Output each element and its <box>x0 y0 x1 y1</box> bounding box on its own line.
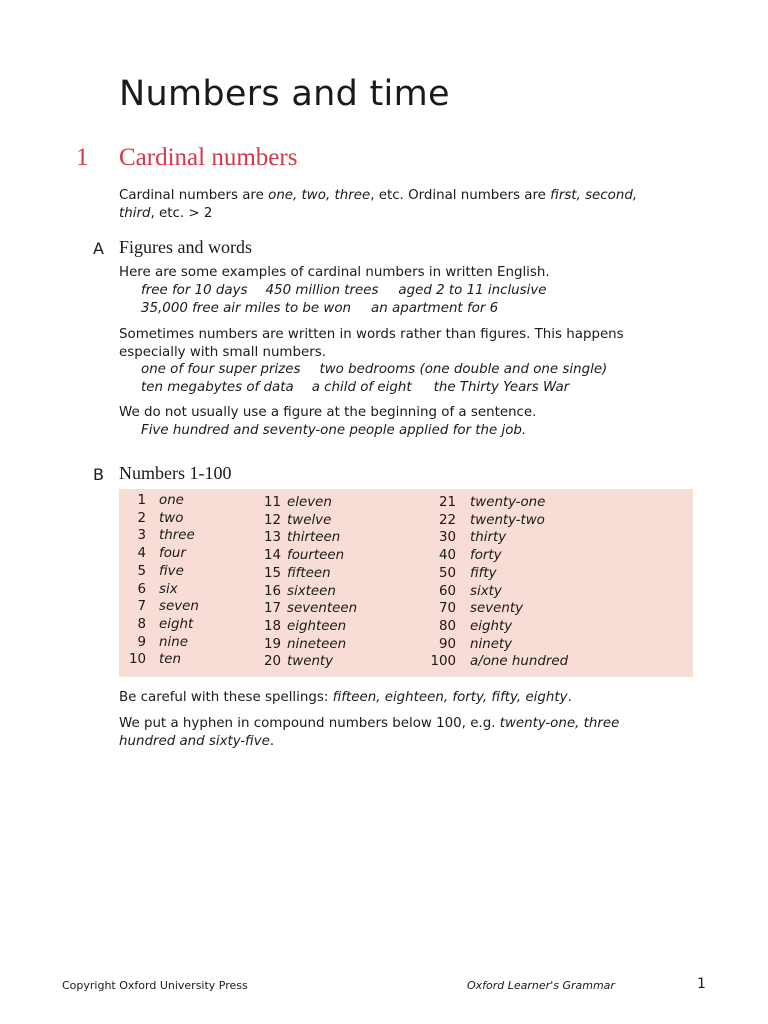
example-item: two bedrooms (one double and one single) <box>319 362 608 377</box>
section-title: Cardinal numbers <box>119 144 298 171</box>
table-word: eighteen <box>287 618 347 634</box>
table-word: twelve <box>287 512 332 528</box>
table-word: six <box>159 581 178 597</box>
section-number: 1 <box>76 144 89 171</box>
example-item: aged 2 to 11 inclusive <box>398 283 547 298</box>
table-word: fourteen <box>287 548 345 564</box>
table-word: ninety <box>470 636 513 652</box>
table-word: seventeen <box>287 601 358 617</box>
table-word: ten <box>159 652 181 668</box>
table-word: nineteen <box>287 636 347 652</box>
table-number: 21 <box>438 495 456 510</box>
footer-book-title: Oxford Learner's Grammar <box>467 979 615 992</box>
example-item: one of four super prizes <box>141 362 301 377</box>
table-number: 17 <box>263 601 281 617</box>
table-number: 13 <box>263 530 281 546</box>
table-number: 7 <box>137 599 146 615</box>
table-word: twenty <box>287 654 334 670</box>
subsection-b-letter: B <box>93 465 104 484</box>
example-item: free for 10 days <box>141 283 248 298</box>
example-line-1 <box>141 282 547 300</box>
page-title: Numbers and time <box>119 74 450 114</box>
table-word: twenty-two <box>470 512 545 528</box>
example-item: a child of eight <box>311 380 412 395</box>
intro-italic-3: third <box>119 205 151 221</box>
table-number: 30 <box>438 530 456 546</box>
table-number: 10 <box>128 652 146 668</box>
table-number: 80 <box>438 618 456 634</box>
table-word: fifteen <box>287 565 331 581</box>
table-number: 9 <box>137 634 146 650</box>
table-word: sixty <box>470 583 502 599</box>
intro-text-2: , etc. Ordinal numbers are <box>370 188 551 203</box>
spelling-note-end: . <box>567 690 572 705</box>
example-line-4 <box>141 379 569 397</box>
paragraph-a1: Here are some examples of cardinal numbers in written English. <box>119 265 550 280</box>
hyphen-note-italic-2: hundred and sixty-five <box>119 733 270 749</box>
example-item: an apartment for 6 <box>371 301 499 316</box>
table-number: 60 <box>438 583 456 599</box>
table-number: 1 <box>137 493 146 508</box>
example-item: 35,000 free air miles to be won <box>141 301 352 316</box>
numbers-table <box>119 489 693 677</box>
table-word: eight <box>159 616 194 632</box>
hyphen-note <box>119 715 699 750</box>
table-word: thirteen <box>287 530 341 546</box>
table-number: 16 <box>263 583 281 599</box>
table-number: 5 <box>137 563 146 579</box>
hyphen-note-text: We put a hyphen in compound numbers below 100, e.g. <box>119 716 500 731</box>
paragraph-a2-line-2: especially with small numbers. <box>119 344 326 360</box>
intro-italic-1: one, two, three <box>268 188 371 203</box>
table-word: two <box>159 510 184 526</box>
table-word: fifty <box>470 565 497 581</box>
example-line-5: Five hundred and seventy-one people applied for the job. <box>141 423 527 438</box>
table-number: 18 <box>263 618 281 634</box>
intro-italic-2: first, second, <box>550 188 638 203</box>
table-word: seven <box>159 599 199 615</box>
table-word: eleven <box>287 495 332 510</box>
footer-copyright: Copyright Oxford University Press <box>62 979 248 992</box>
table-number: 22 <box>438 512 456 528</box>
example-item: 450 million trees <box>265 283 379 298</box>
table-number: 90 <box>438 636 456 652</box>
spelling-note <box>119 689 699 707</box>
table-word: twenty-one <box>470 495 546 510</box>
intro-text-3: , etc. > 2 <box>150 205 213 221</box>
subsection-a-title: Figures and words <box>119 237 252 257</box>
table-word: a/one hundred <box>470 654 569 670</box>
hyphen-note-italic-1: twenty-one, three <box>499 716 620 731</box>
hyphen-note-end: . <box>269 733 275 749</box>
paragraph-a2 <box>119 326 699 361</box>
spelling-note-text: Be careful with these spellings: <box>119 690 333 705</box>
table-number: 100 <box>430 654 456 670</box>
spelling-note-italic: fifteen, eighteen, forty, fifty, eighty <box>332 690 568 705</box>
table-number: 40 <box>438 548 456 564</box>
table-number: 20 <box>263 654 281 670</box>
table-word: seventy <box>470 601 524 617</box>
table-number: 11 <box>263 495 281 510</box>
table-number: 3 <box>137 528 146 544</box>
table-word: one <box>159 493 184 508</box>
paragraph-a2-line-1: Sometimes numbers are written in words rather than figures. This happens <box>119 327 624 342</box>
table-number: 2 <box>137 510 146 526</box>
table-word: four <box>159 546 186 562</box>
table-number: 6 <box>137 581 146 597</box>
table-word: three <box>159 528 195 544</box>
table-word: thirty <box>470 530 507 546</box>
example-item: the Thirty Years War <box>433 380 570 395</box>
table-word: forty <box>470 548 502 564</box>
table-number: 8 <box>137 616 146 632</box>
table-number: 14 <box>263 548 281 564</box>
table-number: 15 <box>263 565 281 581</box>
table-word: sixteen <box>287 583 336 599</box>
page-number: 1 <box>697 976 706 992</box>
intro-paragraph <box>119 187 699 222</box>
table-number: 4 <box>137 546 146 562</box>
paragraph-a3: We do not usually use a figure at the beginning of a sentence. <box>119 405 537 420</box>
table-word: eighty <box>470 618 513 634</box>
subsection-a-letter: A <box>93 239 104 258</box>
table-number: 70 <box>438 601 456 617</box>
example-line-3 <box>141 361 607 379</box>
example-line-2 <box>141 300 498 318</box>
intro-text-1: Cardinal numbers are <box>119 188 269 203</box>
table-word: five <box>159 563 184 579</box>
table-word: nine <box>159 634 188 650</box>
example-item: ten megabytes of data <box>141 380 294 395</box>
table-number: 19 <box>263 636 281 652</box>
table-number: 12 <box>263 512 281 528</box>
table-number: 50 <box>438 565 456 581</box>
subsection-b-title: Numbers 1-100 <box>119 463 232 483</box>
